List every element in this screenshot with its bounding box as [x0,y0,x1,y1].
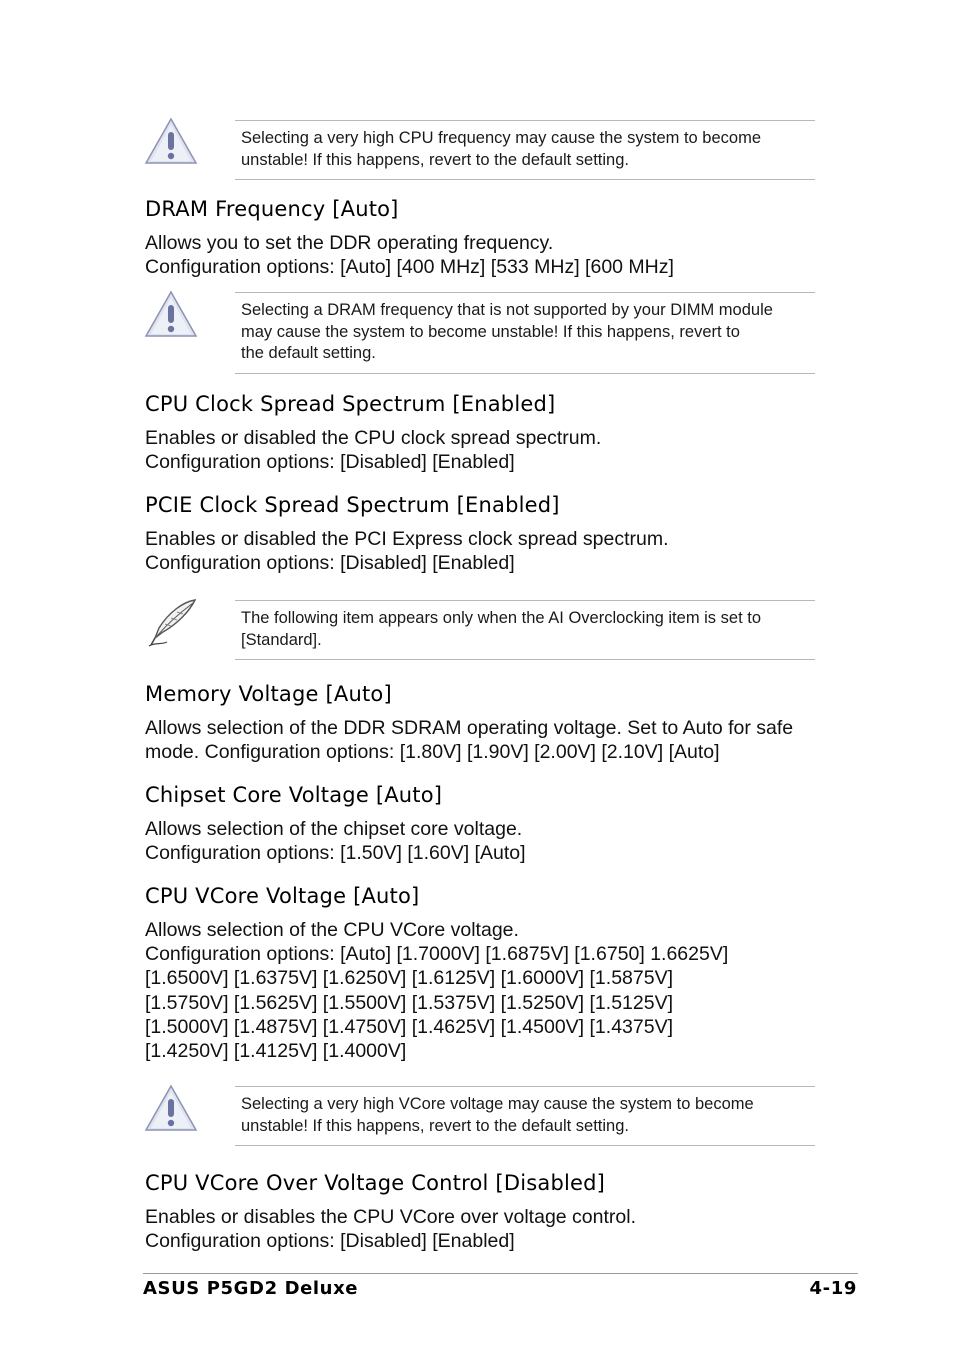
footer-divider [143,1273,858,1274]
caution-icon [143,1084,199,1134]
body-line: Configuration options: [Auto] [400 MHz] [533 MHz] [600 MHz] [145,256,674,279]
body-line: Enables or disabled the CPU clock spread spectrum. [145,427,602,449]
note-line: [Standard]. [241,630,322,649]
body-line: [1.4250V] [1.4125V] [1.4000V] [145,1040,407,1063]
body-line: [1.6500V] [1.6375V] [1.6250V] [1.6125V] [1.6000V] [1.5875V] [145,967,673,990]
note-line: Selecting a very high VCore voltage may cause the system to become [241,1095,754,1113]
footer-page-number: 4-19 [809,1278,857,1299]
body-line: Allows selection of the DDR SDRAM operating voltage. Set to Auto for safe [145,717,794,739]
section-body-vcore-over-voltage [145,1205,815,1253]
body-line: Enables or disabled the PCI Express clock spread spectrum. [145,528,669,550]
note-line: may cause the system to become unstable! If this happens, revert to [241,322,740,341]
note-line: unstable! If this happens, revert to the default setting. [241,1116,629,1135]
body-line: Configuration options: [Disabled] [Enabled] [145,1230,515,1253]
section-title-cpu-clock-spread: CPU Clock Spread Spectrum [Enabled] [145,392,556,416]
caution-note-dram [143,292,815,374]
body-line: [1.5000V] [1.4875V] [1.4750V] [1.4625V] [1.4500V] [1.4375V] [145,1015,673,1038]
body-line: Allows selection of the chipset core voltage. [145,818,523,840]
body-line: Configuration options: [Disabled] [Enabled] [145,451,515,474]
body-line: Allows selection of the CPU VCore voltage. [145,919,519,941]
section-title-vcore-voltage: CPU VCore Voltage [Auto] [145,884,420,908]
section-title-chipset-voltage: Chipset Core Voltage [Auto] [145,783,443,807]
note-line: Selecting a very high CPU frequency may cause the system to become [241,129,761,147]
section-title-dram-frequency: DRAM Frequency [Auto] [145,197,399,221]
body-line: Configuration options: [Disabled] [Enabled] [145,552,515,575]
section-body-vcore-voltage [145,918,815,1063]
section-body-chipset-voltage [145,817,815,865]
body-line: [1.5750V] [1.5625V] [1.5500V] [1.5375V] [1.5250V] [1.5125V] [145,991,673,1014]
note-line: the default setting. [241,344,376,362]
body-line: Enables or disables the CPU VCore over voltage control. [145,1206,637,1228]
feather-pen-icon [143,598,199,648]
caution-icon [143,290,199,340]
body-line: Configuration options: [Auto] [1.7000V] [1.6875V] [1.6750] 1.6625V] [145,943,729,966]
body-line: Allows you to set the DDR operating frequency. [145,232,554,254]
section-body-memory-voltage [145,716,815,764]
section-body-pcie-clock-spread [145,527,815,575]
section-title-vcore-over-voltage: CPU VCore Over Voltage Control [Disabled] [145,1171,606,1195]
note-line: unstable! If this happens, revert to the default setting. [241,150,629,169]
footer-product-name: ASUS P5GD2 Deluxe [143,1278,359,1299]
info-note-ai-overclocking [143,600,815,660]
caution-icon [143,117,199,167]
note-line: Selecting a DRAM frequency that is not supported by your DIMM module [241,301,773,319]
section-title-pcie-clock-spread: PCIE Clock Spread Spectrum [Enabled] [145,493,560,517]
caution-note-cpu-frequency [143,120,815,180]
caution-note-vcore [143,1086,815,1146]
section-title-memory-voltage: Memory Voltage [Auto] [145,682,392,706]
body-line: Configuration options: [1.50V] [1.60V] [Auto] [145,842,526,865]
section-body-cpu-clock-spread [145,426,815,474]
section-body-dram-frequency [145,231,815,279]
note-line: The following item appears only when the AI Overclocking item is set to [241,609,761,627]
body-line: mode. Configuration options: [1.80V] [1.90V] [2.00V] [2.10V] [Auto] [145,741,720,764]
